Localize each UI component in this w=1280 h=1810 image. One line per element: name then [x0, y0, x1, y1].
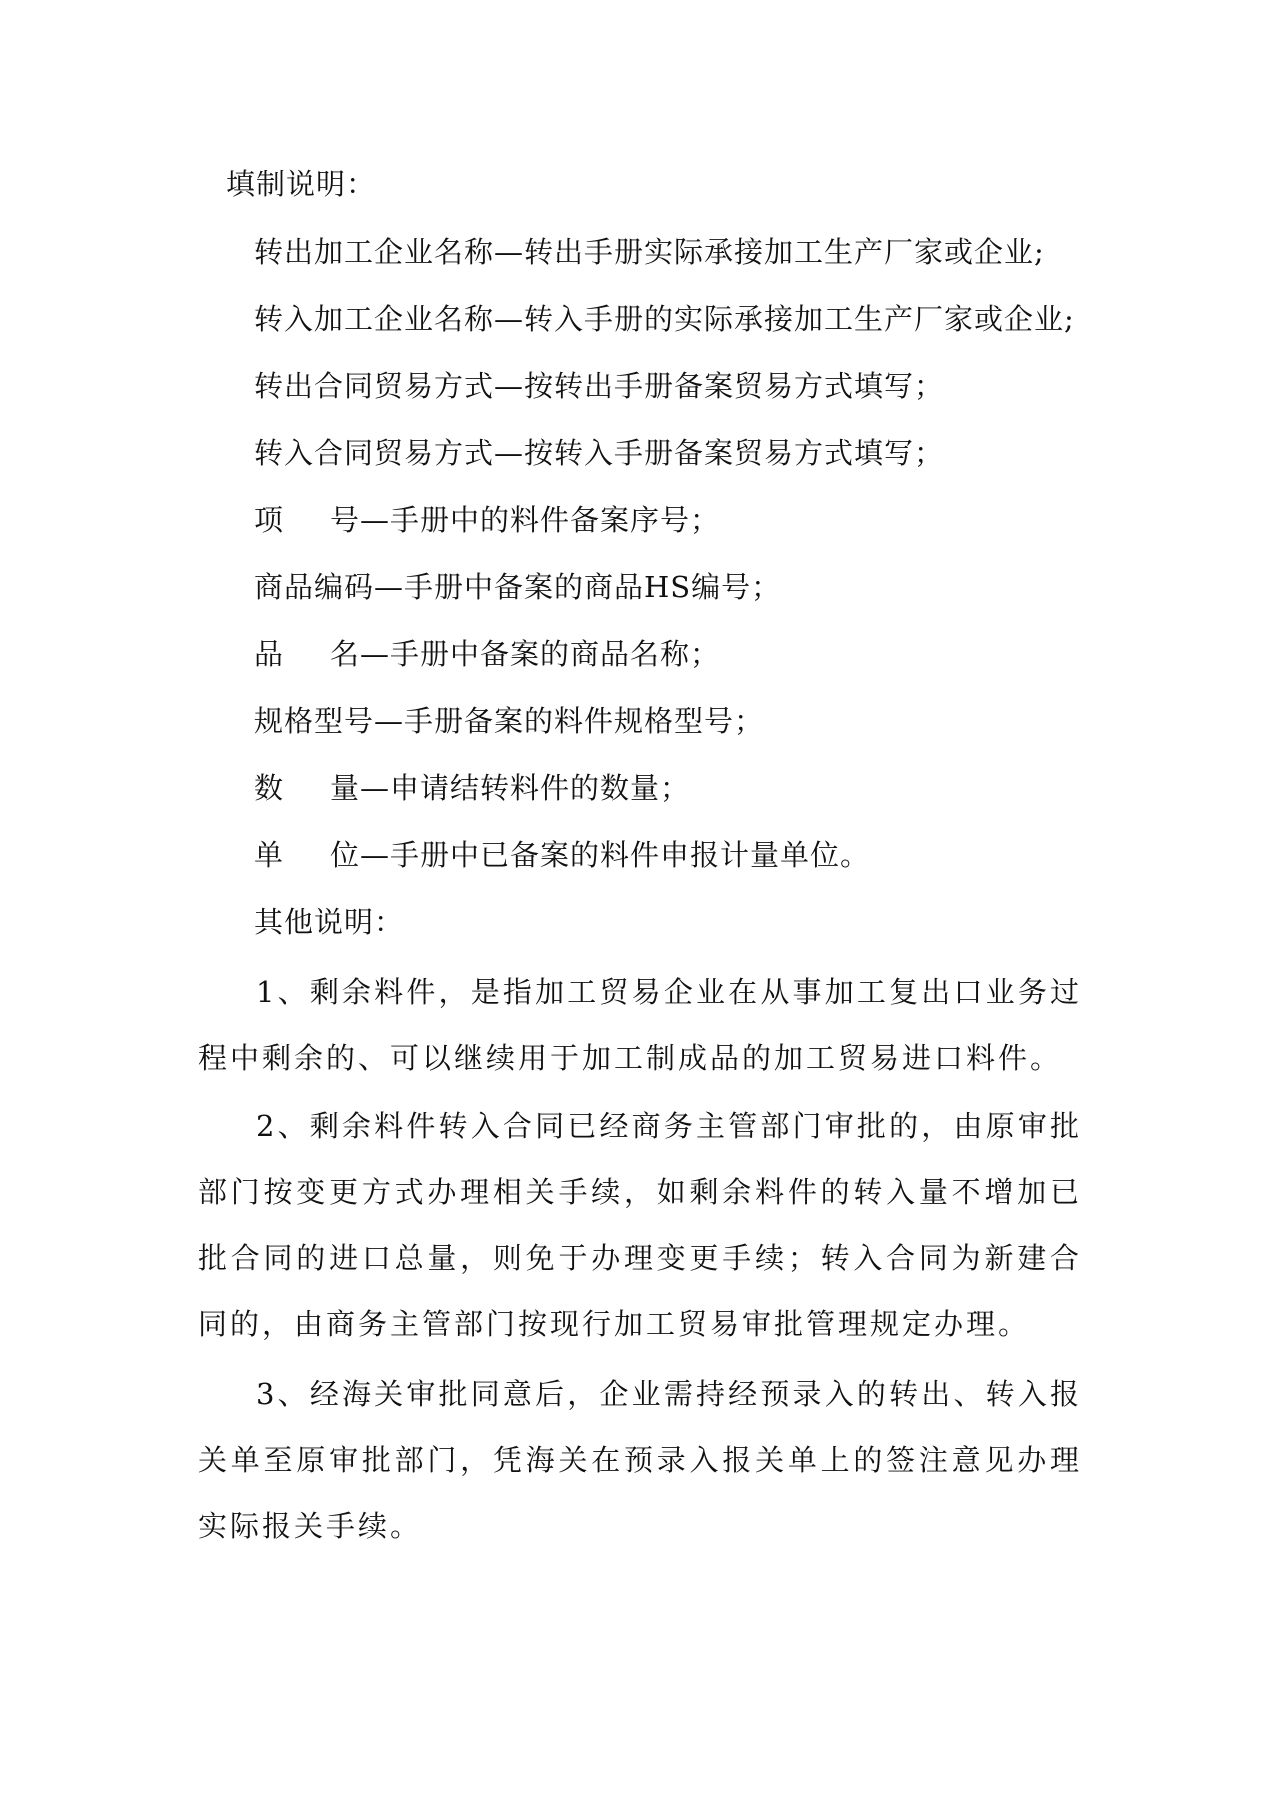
field-line-transfer-in-trade-mode [254, 435, 944, 471]
field-name: 规格型号 [254, 704, 375, 738]
field-desc: —手册备案的料件规格型号； [374, 704, 765, 738]
field-desc: —转入手册的实际承接加工生产厂家或企业; [494, 302, 1075, 336]
field-desc: —手册中的料件备案序号； [360, 503, 721, 537]
other-notes-heading: 其他说明： [254, 905, 405, 939]
field-desc: —手册中已备案的料件申报计量单位。 [360, 838, 871, 872]
field-line-product-name [254, 636, 720, 672]
field-line-commodity-code [254, 569, 781, 605]
fill-instructions-heading: 填制说明： [226, 167, 377, 201]
field-line-quantity [254, 770, 690, 806]
field-name-part-a: 数 [254, 771, 285, 805]
field-line-transfer-out-company [254, 234, 1045, 270]
field-name-part-b: 名 [330, 637, 361, 671]
field-line-specification [254, 703, 764, 739]
field-name-part-a: 品 [254, 637, 285, 671]
field-line-unit [254, 837, 870, 873]
field-name-part-a: 项 [254, 503, 285, 537]
field-line-item-number [254, 502, 720, 538]
field-name: 转出加工企业名称 [254, 235, 495, 269]
field-name-part-b: 位 [330, 838, 361, 872]
field-line-transfer-in-company [254, 301, 1075, 337]
field-desc: —按转入手册备案贸易方式填写； [494, 436, 945, 470]
field-name: 商品编码 [254, 570, 375, 604]
field-desc: —申请结转料件的数量； [360, 771, 691, 805]
field-name-part-b: 量 [330, 771, 361, 805]
field-desc: —手册中备案的商品HS编号； [374, 570, 782, 604]
note-paragraph-3: 3、经海关审批同意后，企业需持经预录入的转出、转入报关单至原审批部门，凭海关在预录入报关单上的签注意见办理实际报关手续。 [198, 1377, 1082, 1543]
field-desc: —转出手册实际承接加工生产厂家或企业; [494, 235, 1045, 269]
field-name: 转入合同贸易方式 [254, 436, 495, 470]
field-name: 转入加工企业名称 [254, 302, 495, 336]
field-name-part-b: 号 [330, 503, 361, 537]
note-paragraph-1: 1、剩余料件，是指加工贸易企业在从事加工复出口业务过程中剩余的、可以继续用于加工制成品的加工贸易进口料件。 [198, 975, 1082, 1075]
field-name: 转出合同贸易方式 [254, 369, 495, 403]
field-desc: —手册中备案的商品名称； [360, 637, 721, 671]
field-line-transfer-out-trade-mode [254, 368, 944, 404]
field-name-part-a: 单 [254, 838, 285, 872]
note-paragraph-2: 2、剩余料件转入合同已经商务主管部门审批的，由原审批部门按变更方式办理相关手续，如剩余料件的转入量不增加已批合同的进口总量，则免于办理变更手续；转入合同为新建合同的，由商务主管部门按现行加工贸易审批管理规定办理。 [198, 1109, 1082, 1341]
field-desc: —按转出手册备案贸易方式填写； [494, 369, 945, 403]
